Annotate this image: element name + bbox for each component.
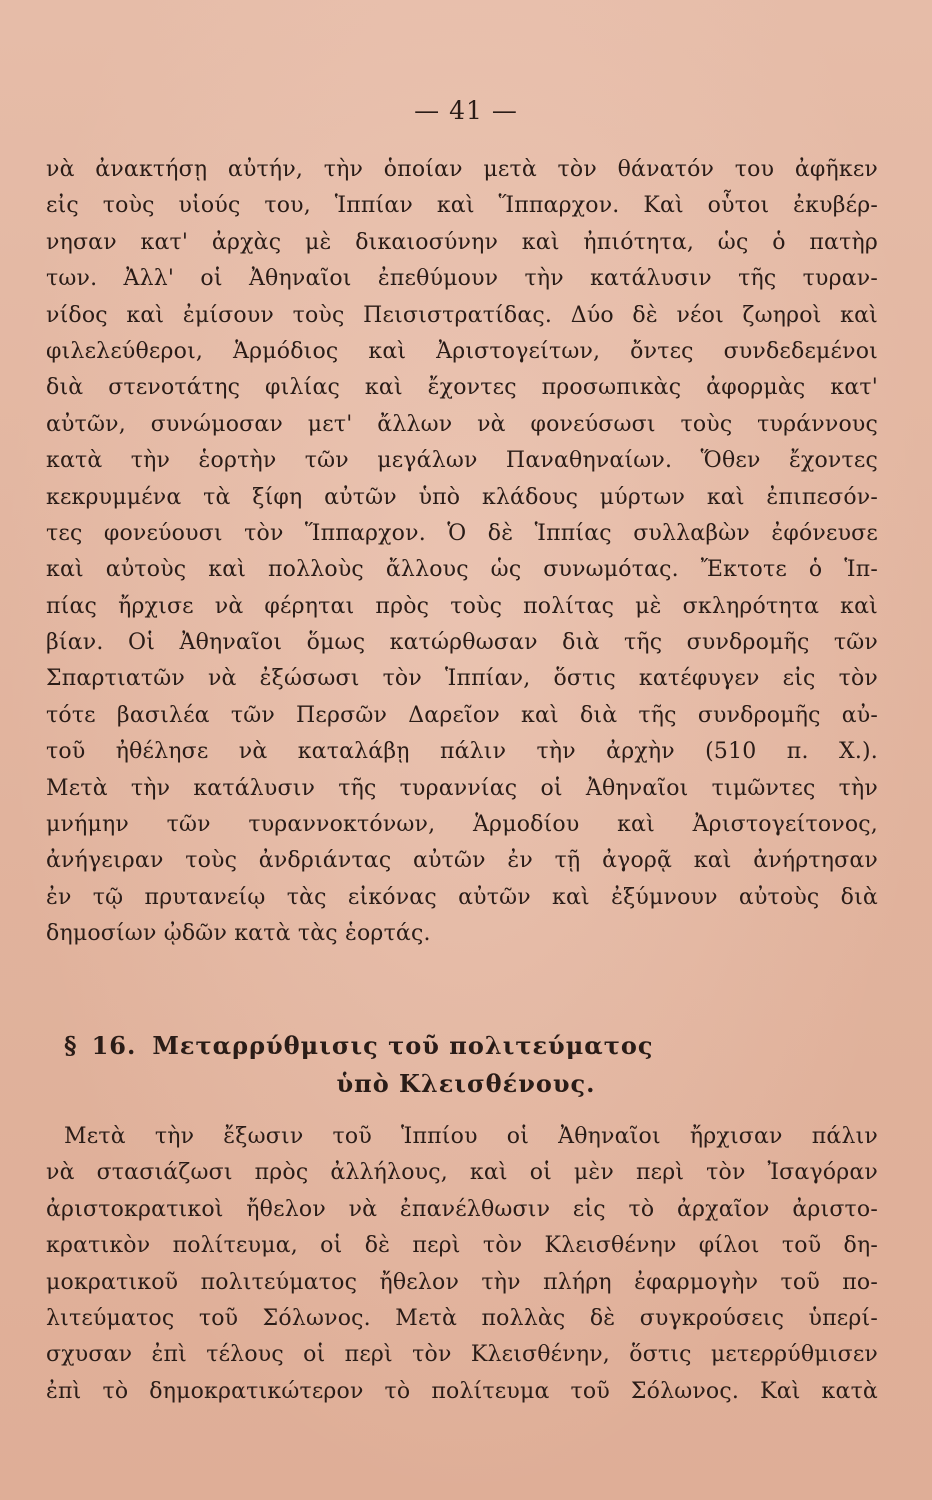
text-line: κρατικὸν πολίτευμα, οἱ δὲ περὶ τὸν Κλεισθένην φίλοι τοῦ δη- xyxy=(46,1233,878,1259)
text-line: διὰ στενοτάτης φιλίας καὶ ἔχοντες προσωπικὰς ἀφορμὰς κατ' xyxy=(46,375,878,401)
text-line: μοκρατικοῦ πολιτεύματος ἤθελον τὴν πλήρη ἐφαρμογὴν τοῦ πο- xyxy=(46,1269,878,1295)
section-heading xyxy=(0,1028,932,1102)
text-line: ἀνήγειραν τοὺς ἀνδριάντας αὐτῶν ἐν τῇ ἀγορᾷ καὶ ἀνήρτησαν xyxy=(46,848,878,874)
section-title-continued: ὑπὸ Κλεισθένους. xyxy=(336,1069,596,1098)
text-line: λιτεύματος τοῦ Σόλωνος. Μετὰ πολλὰς δὲ συγκρούσεις ὑπερί- xyxy=(46,1305,878,1331)
section-mark: § xyxy=(64,1031,78,1060)
text-line: εἰς τοὺς υἱούς του, Ἱππίαν καὶ Ἵππαρχον. Καὶ οὗτοι ἐκυβέρ- xyxy=(46,193,878,219)
text-line: σχυσαν ἐπὶ τέλους οἱ περὶ τὸν Κλεισθένην, ὅστις μετερρύθμισεν xyxy=(46,1342,878,1368)
text-line: πίας ἤρχισε νὰ φέρηται πρὸς τοὺς πολίτας μὲ σκληρότητα καὶ xyxy=(46,593,878,619)
text-line: νὰ στασιάζωσι πρὸς ἀλλήλους, καὶ οἱ μὲν περὶ τὸν Ἰσαγόραν xyxy=(46,1160,878,1186)
text-line: ἀριστοκρατικοὶ ἤθελον νὰ ἐπανέλθωσιν εἰς τὸ ἀρχαῖον ἀριστο- xyxy=(46,1196,878,1222)
text-line: αὐτῶν, συνώμοσαν μετ' ἄλλων νὰ φονεύσωσι τοὺς τυράννους xyxy=(46,411,878,437)
text-line: νίδος καὶ ἐμίσουν τοὺς Πεισιστρατίδας. Δύο δὲ νέοι ζωηροὶ καὶ xyxy=(46,302,878,328)
paragraph-cleisthenes xyxy=(46,1119,878,1410)
text-line: τότε βασιλέα τῶν Περσῶν Δαρεῖον καὶ διὰ τῆς συνδρομῆς αὐ- xyxy=(46,702,878,728)
text-line: κατὰ τὴν ἑορτὴν τῶν μεγάλων Παναθηναίων. Ὅθεν ἔχοντες xyxy=(46,448,878,474)
section-heading-line-1 xyxy=(0,1028,932,1064)
text-line: φιλελεύθεροι, Ἁρμόδιος καὶ Ἀριστογείτων, ὄντες συνδεδεμένοι xyxy=(46,338,878,364)
text-line: ἐν τῷ πρυτανείῳ τὰς εἰκόνας αὐτῶν καὶ ἐξύμνουν αὐτοὺς διὰ xyxy=(46,884,878,910)
section-number: 16. xyxy=(91,1031,137,1060)
text-line: των. Ἀλλ' οἱ Ἀθηναῖοι ἐπεθύμουν τὴν κατάλυσιν τῆς τυραν- xyxy=(46,266,878,292)
text-line: νησαν κατ' ἀρχὰς μὲ δικαιοσύνην καὶ ἠπιότητα, ὡς ὁ πατὴρ xyxy=(46,229,878,255)
text-line: κεκρυμμένα τὰ ξίφη αὐτῶν ὑπὸ κλάδους μύρτων καὶ ἐπιπεσόν- xyxy=(46,484,878,510)
text-line: ἐπὶ τὸ δημοκρατικώτερον τὸ πολίτευμα τοῦ Σόλωνος. Καὶ κατὰ xyxy=(46,1378,878,1404)
paragraph-tyrannicides xyxy=(46,152,878,953)
text-line: δημοσίων ᾠδῶν κατὰ τὰς ἑορτάς. xyxy=(46,921,431,947)
text-line: μνήμην τῶν τυραννοκτόνων, Ἁρμοδίου καὶ Ἀριστογείτονος, xyxy=(46,812,878,838)
section-title: Μεταρρύθμισις τοῦ πολιτεύματος xyxy=(152,1031,654,1060)
text-line: βίαν. Οἱ Ἀθηναῖοι ὅμως κατώρθωσαν διὰ τῆς συνδρομῆς τῶν xyxy=(46,630,878,656)
text-line: Μετὰ τὴν ἔξωσιν τοῦ Ἱππίου οἱ Ἀθηναῖοι ἤρχισαν πάλιν xyxy=(64,1124,878,1149)
text-line: νὰ ἀνακτήσῃ αὐτήν, τὴν ὁποίαν μετὰ τὸν θάνατόν του ἀφῆκεν xyxy=(46,157,878,182)
text-line: καὶ αὐτοὺς καὶ πολλοὺς ἄλλους ὡς συνωμότας. Ἔκτοτε ὁ Ἱπ- xyxy=(46,557,878,583)
page-number: — 41 — xyxy=(414,96,518,125)
text-line: Σπαρτιατῶν νὰ ἐξώσωσι τὸν Ἱππίαν, ὅστις κατέφυγεν εἰς τὸν xyxy=(46,666,878,692)
text-line: τοῦ ἠθέλησε νὰ καταλάβῃ πάλιν τὴν ἀρχὴν (510 π. Χ.). xyxy=(46,739,878,765)
text-line: Μετὰ τὴν κατάλυσιν τῆς τυραννίας οἱ Ἀθηναῖοι τιμῶντες τὴν xyxy=(46,775,878,801)
text-line: τες φονεύουσι τὸν Ἵππαρχον. Ὁ δὲ Ἱππίας συλλαβὼν ἐφόνευσε xyxy=(46,520,878,546)
